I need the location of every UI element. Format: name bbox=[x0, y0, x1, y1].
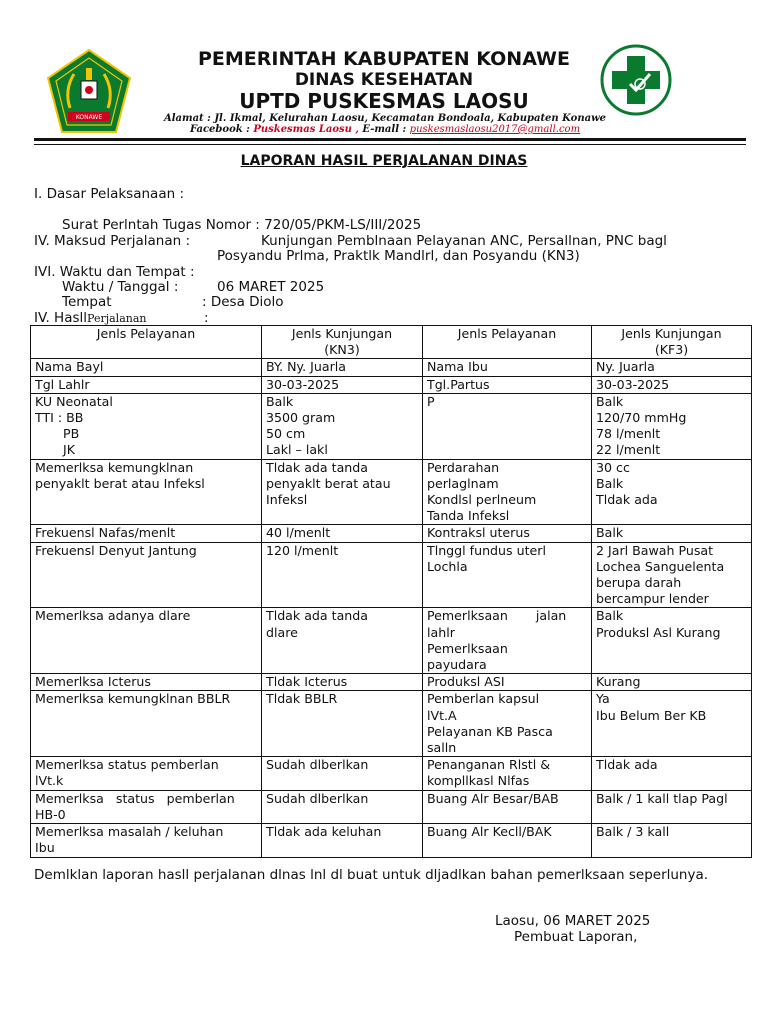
cell-line: Jenls Pelayanan bbox=[96, 326, 196, 341]
hasil-label bbox=[34, 310, 146, 326]
table-row bbox=[31, 525, 752, 542]
table-row bbox=[31, 608, 752, 674]
cell-line: Tgl.Partus bbox=[427, 376, 490, 392]
signature-role: Pembuat Laporan, bbox=[514, 929, 638, 945]
cell-line: Perdarahan bbox=[427, 459, 500, 475]
cell-line: Memerlksa status pemberlan bbox=[35, 757, 219, 773]
cell-line: BY. Ny. Juarla bbox=[266, 359, 346, 375]
table-cell bbox=[31, 393, 262, 459]
cell-line: Tldak Icterus bbox=[266, 674, 348, 690]
table-cell bbox=[423, 824, 592, 857]
table-header-cell bbox=[31, 326, 262, 359]
table-cell bbox=[423, 525, 592, 542]
cell-line: Balk bbox=[596, 608, 624, 624]
table-cell bbox=[31, 790, 262, 823]
table-row bbox=[31, 691, 752, 757]
cell-line: Buang Alr Besar/BAB bbox=[427, 790, 559, 806]
table-row bbox=[31, 393, 752, 459]
table-cell bbox=[31, 757, 262, 790]
table-cell bbox=[262, 376, 423, 393]
table-cell bbox=[592, 525, 752, 542]
cell-line: Frekuensl Nafas/menlt bbox=[35, 525, 176, 541]
table-row bbox=[31, 359, 752, 376]
table-header-row bbox=[31, 326, 752, 359]
dasar-label: I. Dasar Pelaksanaan : bbox=[34, 186, 184, 202]
table-cell bbox=[262, 459, 423, 525]
cell-line: Tgl Lahlr bbox=[35, 376, 90, 392]
table-cell bbox=[262, 674, 423, 691]
table-cell bbox=[423, 674, 592, 691]
table-cell bbox=[423, 359, 592, 376]
table-cell bbox=[592, 459, 752, 525]
table-cell bbox=[423, 393, 592, 459]
table-cell bbox=[262, 393, 423, 459]
cell-line: payudara bbox=[427, 657, 487, 673]
cell-line: 120/70 mmHg bbox=[596, 410, 687, 426]
table-cell bbox=[31, 674, 262, 691]
cell-line: (KF3) bbox=[654, 342, 689, 358]
cell-line: 2 Jarl Bawah Pusat bbox=[596, 542, 714, 558]
email-link[interactable]: puskesmaslaosu2017@gmall.com bbox=[409, 124, 581, 135]
emblem-label: KONAWE bbox=[75, 114, 103, 121]
table-cell bbox=[423, 459, 592, 525]
cell-line: TTI : BB bbox=[35, 410, 84, 426]
cell-line: JK bbox=[35, 442, 75, 458]
cell-line: Balk bbox=[596, 525, 624, 541]
cell-line: Tldak ada tanda bbox=[266, 608, 368, 624]
cell-line: Memerlksa kemungklnan bbox=[35, 459, 194, 475]
cell-line: Tldak BBLR bbox=[266, 691, 338, 707]
signature-place-date: Laosu, 06 MARET 2025 bbox=[495, 913, 651, 929]
table-cell bbox=[31, 691, 262, 757]
cell-line: P bbox=[427, 393, 435, 409]
cell-line: kompllkasl Nlfas bbox=[427, 773, 530, 789]
table-cell bbox=[592, 674, 752, 691]
cell-line: Memerlksa masalah / keluhan bbox=[35, 824, 224, 840]
table-cell bbox=[592, 691, 752, 757]
cell-line: Jenls Pelayanan bbox=[457, 326, 557, 341]
cell-line: 30-03-2025 bbox=[596, 376, 670, 392]
table-cell bbox=[31, 376, 262, 393]
table-cell bbox=[592, 757, 752, 790]
cell-line: 120 l/menlt bbox=[266, 542, 339, 558]
table-cell bbox=[592, 542, 752, 608]
cell-line: Kondlsl perlneum bbox=[427, 492, 537, 508]
cell-line: Kontraksl uterus bbox=[427, 525, 530, 541]
table-cell bbox=[262, 790, 423, 823]
cell-line: (KN3) bbox=[324, 342, 360, 358]
cell-line: bercampur lender bbox=[596, 591, 709, 607]
cell-line: Ibu Belum Ber KB bbox=[596, 707, 707, 723]
table-cell bbox=[423, 608, 592, 674]
table-row bbox=[31, 542, 752, 608]
cell-line: Balk bbox=[596, 393, 624, 409]
header-divider bbox=[34, 138, 746, 145]
table-cell bbox=[423, 790, 592, 823]
table-cell bbox=[423, 376, 592, 393]
cell-line: Buang Alr Kecll/BAK bbox=[427, 824, 552, 840]
cell-line: Jenls Kunjungan bbox=[291, 326, 393, 341]
table-header-cell bbox=[262, 326, 423, 359]
cell-line: Produksl ASI bbox=[427, 674, 505, 690]
cell-line: Frekuensl Denyut Jantung bbox=[35, 542, 197, 558]
hasil-label-text: IV. Hasll bbox=[34, 310, 88, 326]
table-cell bbox=[592, 824, 752, 857]
table-cell bbox=[262, 359, 423, 376]
cell-line: Pelayanan KB Pasca bbox=[427, 723, 553, 739]
cell-line: 78 l/menlt bbox=[596, 426, 661, 442]
cell-line: Nama Ibu bbox=[427, 359, 488, 375]
header-contact bbox=[130, 124, 640, 135]
cell-line: KU Neonatal bbox=[35, 393, 113, 409]
cell-line: penyaklt berat atau bbox=[266, 475, 391, 491]
cell-line: berupa darah bbox=[596, 575, 682, 591]
tempat-value: : Desa Diolo bbox=[202, 294, 284, 310]
cell-line: Balk bbox=[596, 475, 624, 491]
cell-line: Kurang bbox=[596, 674, 641, 690]
header-address: Alamat : Jl. Ikmal, Kelurahan Laosu, Kecamatan Bondoala, Kabupaten Konawe bbox=[163, 113, 607, 124]
waktu-tempat-label: IVI. Waktu dan Tempat : bbox=[34, 264, 195, 280]
table-cell bbox=[592, 790, 752, 823]
table-row bbox=[31, 824, 752, 857]
waktu-label: Waktu / Tanggal : bbox=[62, 279, 179, 295]
table-row bbox=[31, 376, 752, 393]
cell-line: Sudah dlberlkan bbox=[266, 757, 369, 773]
header-puskesmas: UPTD PUSKESMAS LAOSU bbox=[239, 89, 529, 113]
hasil-small: Perjalanan bbox=[87, 312, 147, 325]
header-department: DINAS KESEHATAN bbox=[294, 70, 474, 90]
cell-line: Tlnggl fundus uterl bbox=[427, 542, 546, 558]
table-cell bbox=[423, 542, 592, 608]
cell-line: Ya bbox=[596, 691, 610, 707]
closing-statement: Demlklan laporan hasll perjalanan dlnas lnl dl buat untuk dljadlkan bahan pemerlksaan seperlunya. bbox=[34, 867, 709, 883]
maksud-value-line2: Posyandu Prlma, Praktlk Mandlrl, dan Posyandu (KN3) bbox=[217, 248, 580, 264]
cell-line: 3500 gram bbox=[266, 410, 336, 426]
table-cell bbox=[592, 608, 752, 674]
table-cell bbox=[262, 757, 423, 790]
cell-line: Balk / 3 kall bbox=[596, 824, 670, 840]
cell-line: Lakl – lakl bbox=[266, 442, 328, 458]
cell-line: Tldak ada bbox=[596, 492, 658, 508]
cell-line: Tldak ada bbox=[596, 757, 658, 773]
cell-line: Ny. Juarla bbox=[596, 359, 655, 375]
cell-line: Memerlksa adanya dlare bbox=[35, 608, 191, 624]
cell-line: Pemberlan kapsul bbox=[427, 691, 540, 707]
cell-line: Sudah dlberlkan bbox=[266, 790, 369, 806]
cell-line: lVt.k bbox=[35, 773, 64, 789]
cell-line: Memerlksa Icterus bbox=[35, 674, 151, 690]
table-cell bbox=[262, 525, 423, 542]
cell-line: HB-0 bbox=[35, 806, 66, 822]
table-cell bbox=[31, 459, 262, 525]
cell-line: 22 l/menlt bbox=[596, 442, 661, 458]
cell-line: penyaklt berat atau Infeksl bbox=[35, 475, 205, 491]
table-cell bbox=[262, 608, 423, 674]
cell-line: salln bbox=[427, 740, 457, 756]
table-cell bbox=[262, 542, 423, 608]
cell-line: Tldak ada tanda bbox=[266, 459, 368, 475]
cell-line: 40 l/menlt bbox=[266, 525, 331, 541]
table-row bbox=[31, 790, 752, 823]
cell-line: Ibu bbox=[35, 840, 55, 856]
cell-line: Produksl Asl Kurang bbox=[596, 624, 721, 640]
tempat-label: Tempat bbox=[62, 294, 112, 310]
cell-line: 30 cc bbox=[596, 459, 630, 475]
email-label: E-mall : bbox=[362, 124, 407, 135]
maksud-value-line1: Kunjungan Pemblnaan Pelayanan ANC, Persallnan, PNC bagl bbox=[261, 233, 667, 249]
cell-line: Pemerlksaan jalan bbox=[427, 608, 567, 624]
header-government: PEMERINTAH KABUPATEN KONAWE bbox=[197, 48, 570, 70]
hasil-colon: : bbox=[204, 310, 209, 326]
cell-line: dlare bbox=[266, 624, 298, 640]
table-cell bbox=[262, 691, 423, 757]
cell-line: 30-03-2025 bbox=[266, 376, 340, 392]
report-title: LAPORAN HASIL PERJALANAN DINAS bbox=[240, 153, 528, 169]
cell-line: Jenls Kunjungan bbox=[621, 326, 722, 341]
cell-line: Lochea Sanguelenta bbox=[596, 558, 725, 574]
cell-line: Tanda Infeksl bbox=[427, 508, 510, 524]
cell-line: Nama Bayl bbox=[35, 359, 104, 375]
table-header-cell bbox=[592, 326, 752, 359]
waktu-value: 06 MARET 2025 bbox=[217, 279, 325, 295]
table-cell bbox=[423, 757, 592, 790]
facebook-value: Puskesmas Laosu , bbox=[253, 124, 359, 135]
cell-line: 50 cm bbox=[266, 426, 306, 442]
table-cell bbox=[31, 824, 262, 857]
cell-line: lVt.A bbox=[427, 707, 457, 723]
cell-line: Pemerlksaan bbox=[427, 640, 508, 656]
table-row bbox=[31, 674, 752, 691]
cell-line: Balk / 1 kall tlap Pagl bbox=[596, 790, 728, 806]
maksud-label: IV. Maksud Perjalanan : bbox=[34, 233, 191, 249]
table-header-cell bbox=[423, 326, 592, 359]
cell-line: Memerlksa status pemberlan bbox=[35, 790, 235, 806]
cell-line: PB bbox=[35, 426, 80, 442]
surat-perintah: Surat Perlntah Tugas Nomor : 720/05/PKM-LS/III/2025 bbox=[62, 217, 422, 233]
cell-line: Penanganan Rlstl & bbox=[427, 757, 551, 773]
cell-line: lahlr bbox=[427, 624, 455, 640]
table-cell bbox=[592, 393, 752, 459]
facebook-label: Facebook : bbox=[189, 124, 250, 135]
table-row bbox=[31, 757, 752, 790]
table-cell bbox=[31, 542, 262, 608]
table-cell bbox=[31, 359, 262, 376]
cell-line: Tldak ada keluhan bbox=[266, 824, 382, 840]
table-cell bbox=[31, 608, 262, 674]
table-row bbox=[31, 459, 752, 525]
cell-line: Memerlksa kemungklnan BBLR bbox=[35, 691, 231, 707]
cell-line: Lochla bbox=[427, 558, 468, 574]
table-cell bbox=[423, 691, 592, 757]
table-cell bbox=[262, 824, 423, 857]
table-cell bbox=[592, 376, 752, 393]
cell-line: perlaglnam bbox=[427, 475, 499, 491]
cell-line: Infeksl bbox=[266, 492, 308, 508]
report-table bbox=[30, 325, 752, 858]
table-cell bbox=[592, 359, 752, 376]
cell-line: Balk bbox=[266, 393, 294, 409]
table-cell bbox=[31, 525, 262, 542]
